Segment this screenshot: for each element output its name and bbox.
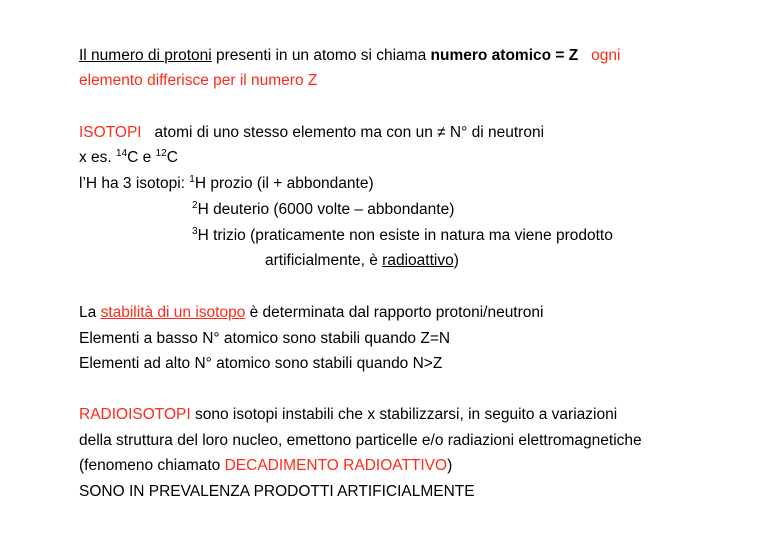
isotopes-example-line bbox=[79, 149, 178, 167]
isotopes-definition: atomi di uno stesso elemento ma con un ≠ N° di neutroni bbox=[154, 124, 545, 141]
protons-number-underlined: Il numero di protoni bbox=[79, 47, 212, 64]
carbon12-symbol: C bbox=[166, 149, 178, 166]
deuterium-text: H deuterio (6000 volte – abbondante) bbox=[197, 201, 455, 218]
nucleus-structure-line: della struttura del loro nucleo, emettono particelle e/o radiazioni elettromagnetiche bbox=[79, 432, 642, 449]
example-separator: e bbox=[138, 149, 156, 166]
protium-mass: 1 bbox=[189, 174, 195, 185]
tritium-close-paren: ) bbox=[453, 252, 459, 269]
radioisotopes-line bbox=[79, 406, 617, 424]
decay-close-paren: ) bbox=[447, 457, 453, 474]
radioisotopes-rest: sono isotopi instabili che x stabilizzarsi, in seguito a variazioni bbox=[190, 406, 618, 423]
carbon12-mass: 12 bbox=[155, 148, 167, 159]
atomic-number-mid-text: presenti in un atomo si chiama bbox=[211, 47, 431, 64]
atomic-number-bold: numero atomico = Z bbox=[430, 47, 579, 64]
carbon14-mass: 14 bbox=[116, 148, 128, 159]
tritium-mass: 3 bbox=[192, 226, 198, 237]
tritium-continuation: artificialmente, è bbox=[265, 252, 383, 269]
tritium-line bbox=[192, 227, 613, 245]
element-differs-red-start: ogni bbox=[591, 47, 621, 64]
decay-phenomenon-line bbox=[79, 457, 452, 475]
deuterium-line bbox=[192, 201, 454, 219]
radioisotopes-term: RADIOISOTOPI bbox=[79, 406, 191, 423]
radioactive-underlined: radioattivo bbox=[382, 252, 454, 269]
radioactive-decay-term: DECADIMENTO RADIOATTIVO bbox=[224, 457, 448, 474]
deuterium-mass: 2 bbox=[192, 200, 198, 211]
stability-term: stabilità di un isotopo bbox=[100, 304, 246, 321]
example-prefix: x es. bbox=[79, 149, 117, 166]
protium-text: H prozio (il + abbondante) bbox=[194, 175, 374, 192]
tritium-continuation-line bbox=[265, 252, 459, 270]
hydrogen-intro: l’H ha 3 isotopi: bbox=[79, 175, 190, 192]
carbon14-symbol: C bbox=[127, 149, 139, 166]
tritium-text: H trizio (praticamente non esiste in natura ma viene prodotto bbox=[197, 227, 613, 244]
stability-rest: è determinata dal rapporto protoni/neutroni bbox=[245, 304, 544, 321]
artificial-prevalence-line: SONO IN PREVALENZA PRODOTTI ARTIFICIALMENTE bbox=[79, 483, 475, 500]
low-atomic-number-line: Elementi a basso N° atomico sono stabili quando Z=N bbox=[79, 330, 451, 347]
isotopes-line bbox=[79, 124, 544, 142]
high-atomic-number-line: Elementi ad alto N° atomico sono stabili quando N>Z bbox=[79, 355, 443, 372]
stability-prefix: La bbox=[79, 304, 101, 321]
decay-prefix: (fenomeno chiamato bbox=[79, 457, 225, 474]
element-differs-red-line: elemento differisce per il numero Z bbox=[79, 72, 318, 89]
atomic-number-line bbox=[79, 47, 620, 65]
isotopes-term: ISOTOPI bbox=[79, 124, 142, 141]
hydrogen-isotopes-line bbox=[79, 175, 374, 193]
stability-line bbox=[79, 304, 543, 322]
